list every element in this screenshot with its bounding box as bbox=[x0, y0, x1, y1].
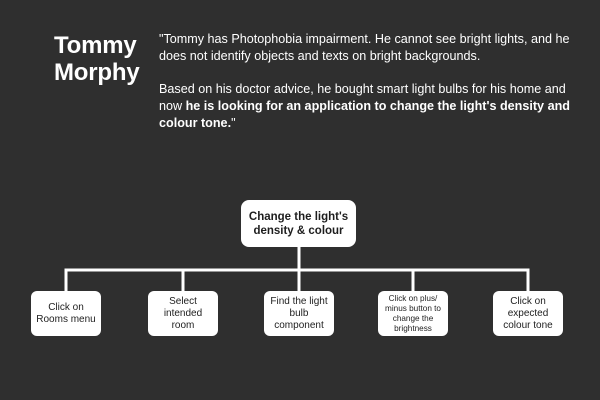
step-box-select-room: Select intended room bbox=[148, 291, 218, 336]
step-box-colour-tone: Click on expected colour tone bbox=[493, 291, 563, 336]
persona-last-name: Morphy bbox=[54, 59, 140, 86]
story-paragraph-2-end: " bbox=[231, 116, 236, 130]
story-paragraph-2-highlight: he is looking for an application to change the light's density and colour tone. bbox=[159, 99, 570, 130]
story-paragraph-1: "Tommy has Photophobia impairment. He cannot see bright lights, and he does not identify objects and texts on bright backgrounds. bbox=[159, 32, 570, 63]
story-paragraph-2-text: Based on his doctor advice, he bought smart light bulbs for his home and now bbox=[159, 82, 566, 113]
step-box-find-bulb: Find the light bulb component bbox=[264, 291, 334, 336]
step-box-rooms-menu: Click on Rooms menu bbox=[31, 291, 101, 336]
step-box-brightness: Click on plus/ minus button to change the brightness bbox=[378, 291, 448, 336]
persona-first-name: Tommy bbox=[54, 32, 137, 59]
root-goal-box: Change the light's density & colour bbox=[241, 200, 356, 247]
